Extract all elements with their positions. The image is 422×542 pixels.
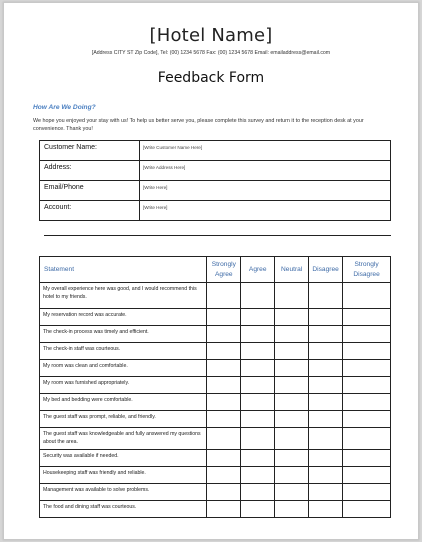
info-row	[40, 161, 391, 181]
rating-cell[interactable]	[207, 484, 241, 501]
rating-cell[interactable]	[343, 411, 391, 428]
rating-cell[interactable]	[275, 428, 309, 450]
rating-cell[interactable]	[241, 326, 275, 343]
rating-cell[interactable]	[241, 484, 275, 501]
rating-cell[interactable]	[309, 467, 343, 484]
rating-cell[interactable]	[207, 283, 241, 309]
survey-row	[40, 450, 391, 467]
rating-cell[interactable]	[275, 450, 309, 467]
rating-cell[interactable]	[241, 394, 275, 411]
survey-statement: The check-in staff was courteous.	[40, 343, 207, 360]
rating-cell[interactable]	[207, 394, 241, 411]
survey-row	[40, 411, 391, 428]
info-field-label: Account:	[40, 201, 140, 221]
info-field-label: Email/Phone	[40, 181, 140, 201]
survey-statement: My room was furnished appropriately.	[40, 377, 207, 394]
rating-cell[interactable]	[309, 411, 343, 428]
rating-cell[interactable]	[207, 428, 241, 450]
info-field-input[interactable]: [Write Address Here]	[140, 161, 391, 181]
survey-statement: My overall experience here was good, and I would recommend this hotel to my friends.	[40, 283, 207, 309]
survey-row	[40, 501, 391, 518]
survey-row	[40, 394, 391, 411]
survey-column-header: Agree	[241, 257, 275, 283]
rating-cell[interactable]	[343, 484, 391, 501]
rating-cell[interactable]	[207, 411, 241, 428]
survey-column-header: Neutral	[275, 257, 309, 283]
rating-cell[interactable]	[241, 467, 275, 484]
rating-cell[interactable]	[343, 283, 391, 309]
survey-statement: The check-in process was timely and efficient.	[40, 326, 207, 343]
survey-row	[40, 343, 391, 360]
survey-row	[40, 377, 391, 394]
survey-row	[40, 309, 391, 326]
rating-cell[interactable]	[275, 467, 309, 484]
rating-cell[interactable]	[343, 450, 391, 467]
rating-cell[interactable]	[343, 428, 391, 450]
rating-cell[interactable]	[241, 377, 275, 394]
rating-cell[interactable]	[275, 394, 309, 411]
rating-cell[interactable]	[241, 283, 275, 309]
rating-cell[interactable]	[207, 343, 241, 360]
survey-statement: The guest staff was knowledgeable and fully answered my questions about the area.	[40, 428, 207, 450]
rating-cell[interactable]	[207, 326, 241, 343]
survey-row	[40, 467, 391, 484]
survey-statement: Security was available if needed.	[40, 450, 207, 467]
rating-cell[interactable]	[241, 309, 275, 326]
rating-cell[interactable]	[275, 484, 309, 501]
rating-cell[interactable]	[309, 377, 343, 394]
rating-cell[interactable]	[207, 467, 241, 484]
survey-row	[40, 360, 391, 377]
rating-cell[interactable]	[343, 501, 391, 518]
customer-info-table	[39, 140, 391, 221]
rating-cell[interactable]	[309, 428, 343, 450]
rating-cell[interactable]	[275, 360, 309, 377]
survey-column-header: Strongly Agree	[207, 257, 241, 283]
rating-cell[interactable]	[309, 450, 343, 467]
form-page	[3, 2, 419, 540]
rating-cell[interactable]	[309, 343, 343, 360]
rating-cell[interactable]	[207, 501, 241, 518]
rating-cell[interactable]	[241, 428, 275, 450]
rating-cell[interactable]	[241, 450, 275, 467]
rating-cell[interactable]	[343, 343, 391, 360]
rating-cell[interactable]	[343, 326, 391, 343]
survey-table	[39, 256, 391, 518]
rating-cell[interactable]	[275, 326, 309, 343]
survey-row	[40, 428, 391, 450]
survey-column-header: Statement	[40, 257, 207, 283]
rating-cell[interactable]	[309, 283, 343, 309]
rating-cell[interactable]	[343, 394, 391, 411]
info-field-input[interactable]: [Write Customer Name Here]	[140, 141, 391, 161]
info-field-input[interactable]: [Write Here]	[140, 201, 391, 221]
rating-cell[interactable]	[241, 411, 275, 428]
survey-statement: The food and dining staff was courteous.	[40, 501, 207, 518]
rating-cell[interactable]	[241, 360, 275, 377]
info-row	[40, 201, 391, 221]
rating-cell[interactable]	[343, 377, 391, 394]
rating-cell[interactable]	[207, 450, 241, 467]
rating-cell[interactable]	[275, 283, 309, 309]
intro-text: We hope you enjoyed your stay with us! To help us better serve you, please complete this survey and return it to the reception desk at your convenience. Thank you!	[33, 118, 364, 132]
section-title: How Are We Doing?	[33, 104, 96, 111]
survey-statement: My bed and bedding were comfortable.	[40, 394, 207, 411]
rating-cell[interactable]	[275, 501, 309, 518]
address-line: [Address CITY ST Zip Code], Tel: (00) 1234 5678 Fax: (00) 1234 5678 Email: emailaddress@email.com	[91, 50, 331, 56]
survey-statement: My reservation record was accurate.	[40, 309, 207, 326]
survey-statement: Housekeeping staff was friendly and reliable.	[40, 467, 207, 484]
info-field-label: Customer Name:	[40, 141, 140, 161]
rating-cell[interactable]	[309, 360, 343, 377]
divider-line	[44, 235, 391, 236]
rating-cell[interactable]	[275, 411, 309, 428]
rating-cell[interactable]	[275, 377, 309, 394]
form-title: Feedback Form	[157, 70, 265, 86]
rating-cell[interactable]	[309, 309, 343, 326]
rating-cell[interactable]	[309, 501, 343, 518]
survey-row	[40, 283, 391, 309]
rating-cell[interactable]	[275, 343, 309, 360]
survey-column-header: Strongly Disagree	[343, 257, 391, 283]
survey-header-row	[40, 257, 391, 283]
survey-row	[40, 326, 391, 343]
survey-column-header: Disagree	[309, 257, 343, 283]
rating-cell[interactable]	[343, 467, 391, 484]
info-field-label: Address:	[40, 161, 140, 181]
rating-cell[interactable]	[207, 309, 241, 326]
info-field-input[interactable]: [Write Here]	[140, 181, 391, 201]
rating-cell[interactable]	[309, 394, 343, 411]
rating-cell[interactable]	[275, 309, 309, 326]
survey-statement: My room was clean and comfortable.	[40, 360, 207, 377]
info-row	[40, 181, 391, 201]
rating-cell[interactable]	[207, 360, 241, 377]
info-row	[40, 141, 391, 161]
rating-cell[interactable]	[309, 484, 343, 501]
survey-statement: The guest staff was prompt, reliable, and friendly.	[40, 411, 207, 428]
rating-cell[interactable]	[207, 377, 241, 394]
rating-cell[interactable]	[309, 326, 343, 343]
survey-row	[40, 484, 391, 501]
survey-statement: Management was available to solve problems.	[40, 484, 207, 501]
rating-cell[interactable]	[241, 343, 275, 360]
rating-cell[interactable]	[343, 309, 391, 326]
rating-cell[interactable]	[241, 501, 275, 518]
rating-cell[interactable]	[343, 360, 391, 377]
hotel-name: [Hotel Name]	[149, 25, 273, 46]
